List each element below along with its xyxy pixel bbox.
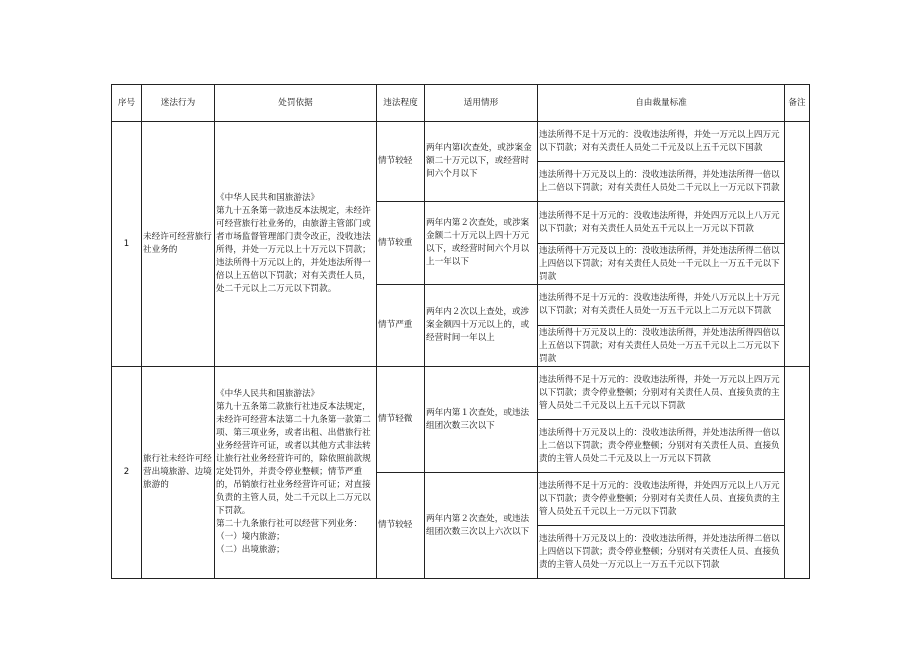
remark-cell xyxy=(785,367,810,579)
header-row xyxy=(112,85,810,122)
header-degree: 违法程度 xyxy=(377,85,425,122)
violation-degree: 情节严重 xyxy=(377,285,425,367)
discretion-standard: 违法所得十万元及以上的：没收违法所得，并处违法所得四倍以上五倍以下罚款；对有关责任人员处一万五千元以上二万元以下罚款 xyxy=(538,326,785,367)
applicable-situation: 两年内第１次查处，或违法组团次数三次以下 xyxy=(425,367,538,473)
row-number: 1 xyxy=(112,122,142,367)
discretion-standard: 违法所得十万元及以上的：没收违法所得，并处违法所得二倍以上四倍以下罚款；对有关责任人员处一千元以上一万五千元以下罚款 xyxy=(538,244,785,285)
remark-cell xyxy=(785,122,810,367)
table-row xyxy=(112,367,810,420)
header-basis: 处罚依据 xyxy=(215,85,377,122)
applicable-situation: 两年内第２次查处，或涉案金额二十万元以上四十万元以下，或经营时间六个月以上一年以下 xyxy=(425,202,538,285)
discretion-standard: 违法所得不足十万元的：没收违法所得，并处八万元以上十万元以下罚款；对有关责任人员处一万五千元以上二万元以下罚款 xyxy=(538,285,785,326)
discretion-standard: 违法所得不足十万元的：没收违法所得，并处一万元以上四万元以下罚款；责令停业整顿；分别对有关责任人员、直接负责的主管人员处二千元及以上五千元以下罚款 xyxy=(538,367,785,420)
applicable-situation: 两年内第２次查处，或违法组团次数三次以上六次以下 xyxy=(425,473,538,579)
discretion-standard: 违法所得不足十万元的：没收违法所得，并处四万元以上八万元以下罚款；责令停业整顿；分别对有关责任人员、直接负责的主管人员处五千元以上一万元以下罚款 xyxy=(538,473,785,526)
header-standard: 自由裁量标准 xyxy=(538,85,785,122)
applicable-situation: 两年内２次以上查处，或涉案金额四十万元以上的，或经营时间一年以上 xyxy=(425,285,538,367)
discretion-standard: 违法所得不足十万元的：没收违法所得，并处四万元以上八万元以下罚款；对有关责任人员处五千元以上一万元以下罚款 xyxy=(538,202,785,244)
violation-degree: 情节较重 xyxy=(377,202,425,285)
violation-degree: 情节轻微 xyxy=(377,367,425,473)
violation-degree: 情节较轻 xyxy=(377,473,425,579)
legal-basis: 《中华人民共和国旅游法》 第九十五条第一款违反本法规定，未经许可经营旅行社业务的，由旅游主管部门或者市场监督管理部门责令改正，没收违法所得，并处一万元以上十万元以下罚款；违法所得十万元以上的，并处违法所得一倍以上五倍以下罚款；对有关责任人员，处二千元以上二万元以下罚款。 xyxy=(215,122,377,367)
header-remark: 备注 xyxy=(785,85,810,122)
discretion-standard: 违法所得十万元及以上的：没收违法所得，并处违法所得二倍以上四倍以下罚款；责令停业整顿；分别对有关责任人员、直接负责的主管人员处一万元以上一万五千元以下罚款 xyxy=(538,526,785,579)
row-number: 2 xyxy=(112,367,142,579)
discretion-standard: 违法所得十万元及以上的：没收违法所得，并处违法所得一倍以上二倍以下罚款；责令停业整顿；分别对有关责任人员、直接负责的主管人员处二千元及以上一万元以下罚款 xyxy=(538,420,785,473)
header-act: 迷法行为 xyxy=(142,85,215,122)
violation-act: 未经许可经营旅行社业务的 xyxy=(142,122,215,367)
legal-basis: 《中华人民共和国旅游法》 第九十五条第二款旅行社违反本法规定，未经许可经营本法第二十九条第一款第二项、第三项业务，或者出租、出借旅行社业务经营许可证，或者以其他方式非法转让旅行社业务经营许可的，除依照前款规定处罚外，并责令停业整顿；情节严重的，吊销旅行社业务经营许可证；对直接负责的主管人员，处二千元以上二万元以下罚款。 第二十九条旅行社可以经营下列业务： （一）境内旅游； （二）出境旅游； xyxy=(215,367,377,579)
discretion-standard: 违法所得十万元及以上的：没收违法所得，并处违法所得一倍以上二倍以下罚款；对有关责任人员处二千元以上一万元以下罚款 xyxy=(538,162,785,202)
penalty-standards-table xyxy=(111,84,810,579)
violation-degree: 情节较轻 xyxy=(377,122,425,202)
header-no: 序号 xyxy=(112,85,142,122)
header-situation: 适用情形 xyxy=(425,85,538,122)
discretion-standard: 违法所得不足十万元的：没收违法所得，并处一万元以上四万元以下罚款；对有关责任人员处二千元及以上五千元以下国款 xyxy=(538,122,785,162)
applicable-situation: 两年内第Ⅰ次查处，或涉案金额二十万元以下，或经营时间六个月以下 xyxy=(425,122,538,202)
table-row xyxy=(112,122,810,162)
violation-act: 旅行社未经许可经营出境旅游、边境旅游的 xyxy=(142,367,215,579)
